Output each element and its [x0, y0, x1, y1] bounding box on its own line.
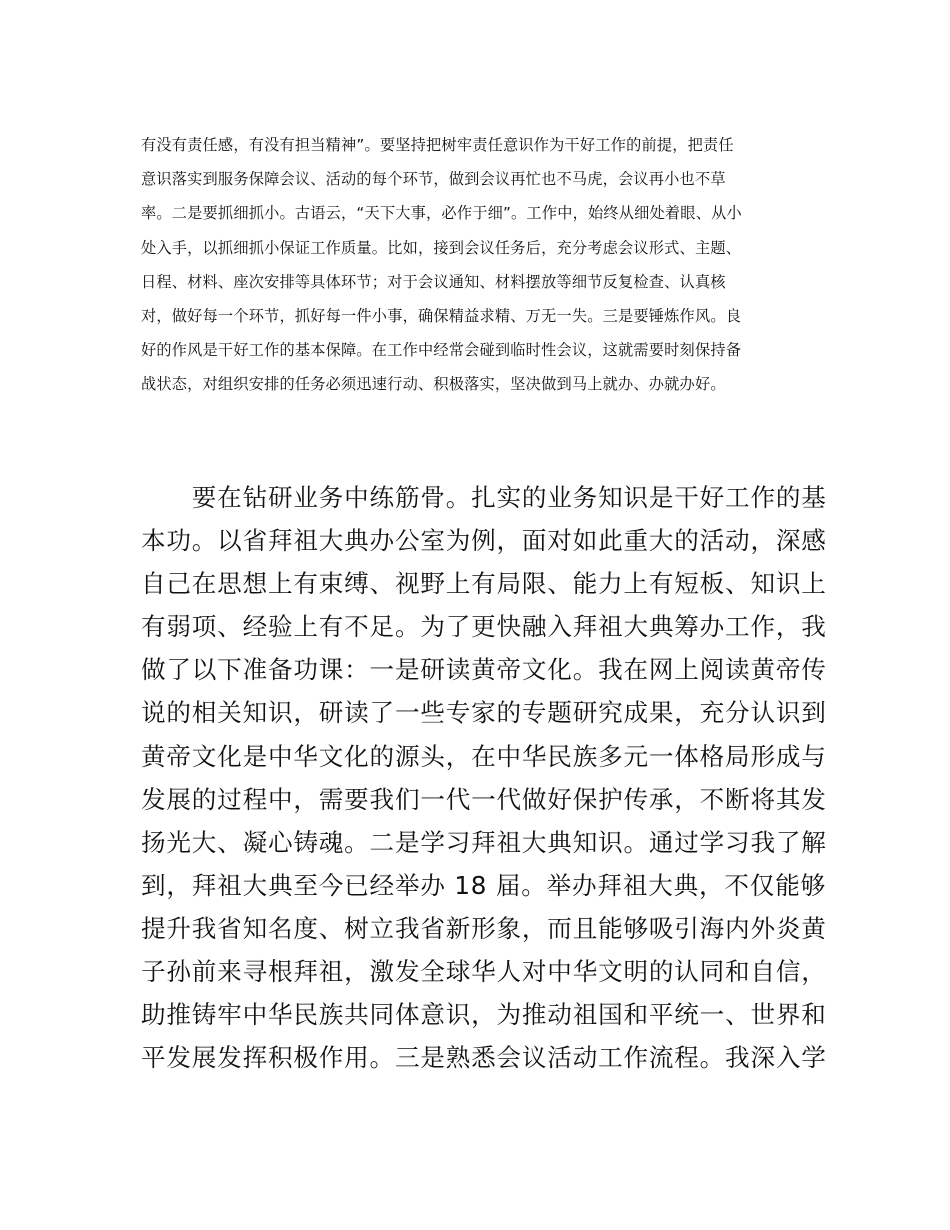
text-line: 说的相关知识，研读了一些专家的专题研究成果，充分认识到: [141, 698, 827, 728]
text-line: 到，拜祖大典至今已经举办 18 届。举办拜祖大典，不仅能够: [141, 870, 826, 900]
text-line: 扬光大、凝心铸魂。二是学习拜祖大典知识。通过学习我了解: [141, 827, 827, 857]
paragraph-business-study: [141, 476, 827, 1079]
text-line: 本功。以省拜祖大典办公室为例，面对如此重大的活动，深感: [141, 526, 827, 556]
text-line: 处入手，以抓细抓小保证工作质量。比如，接到会议任务后，充分考虑会议形式、主题、: [141, 238, 742, 257]
text-line: 有没有责任感，有没有担当精神”。要坚持把树牢责任意识作为干好工作的前提，把责任: [141, 136, 734, 154]
text-line: 有弱项、经验上有不足。为了更快融入拜祖大典筹办工作，我: [141, 612, 827, 642]
text-line: 率。二是要抓细抓小。古语云，“天下大事，必作于细”。工作中，始终从细处着眼、从小: [141, 204, 742, 223]
text-line: 好的作风是干好工作的基本保障。在工作中经常会碰到临时性会议，这就需要时刻保持备: [141, 341, 742, 360]
text-line: 提升我省知名度、树立我省新形象，而且能够吸引海内外炎黄: [141, 913, 827, 943]
paragraph-responsibility: [141, 128, 813, 402]
text-line: 做了以下准备功课：一是研读黄帝文化。我在网上阅读黄帝传: [141, 655, 827, 685]
text-line: 意识落实到服务保障会议、活动的每个环节，做到会议再忙也不马虎，会议再小也不草: [141, 170, 726, 189]
text-line: 助推铸牢中华民族共同体意识，为推动祖国和平统一、世界和: [141, 1000, 827, 1030]
text-line: 自己在思想上有束缚、视野上有局限、能力上有短板、知识上: [141, 569, 827, 599]
text-line: 对，做好每一个环节，抓好每一件小事，确保精益求精、万无一失。三是要锤炼作风。良: [141, 306, 742, 325]
text-line: 黄帝文化是中华文化的源头，在中华民族多元一体格局形成与: [141, 741, 827, 771]
text-line: 战状态，对组织安排的任务必须迅速行动、积极落实，坚决做到马上就办、办就办好。: [141, 375, 726, 394]
text-line: 要在钻研业务中练筋骨。扎实的业务知识是干好工作的基: [141, 483, 827, 512]
text-line: 子孙前来寻根拜祖，激发全球华人对中华文明的认同和自信，: [141, 957, 827, 987]
text-line: 发展的过程中，需要我们一代一代做好保护传承，不断将其发: [141, 784, 827, 814]
text-line: 日程、材料、座次安排等具体环节；对于会议通知、材料摆放等细节反复检查、认真核: [141, 272, 726, 291]
text-line: 平发展发挥积极作用。三是熟悉会议活动工作流程。我深入学: [141, 1043, 827, 1073]
